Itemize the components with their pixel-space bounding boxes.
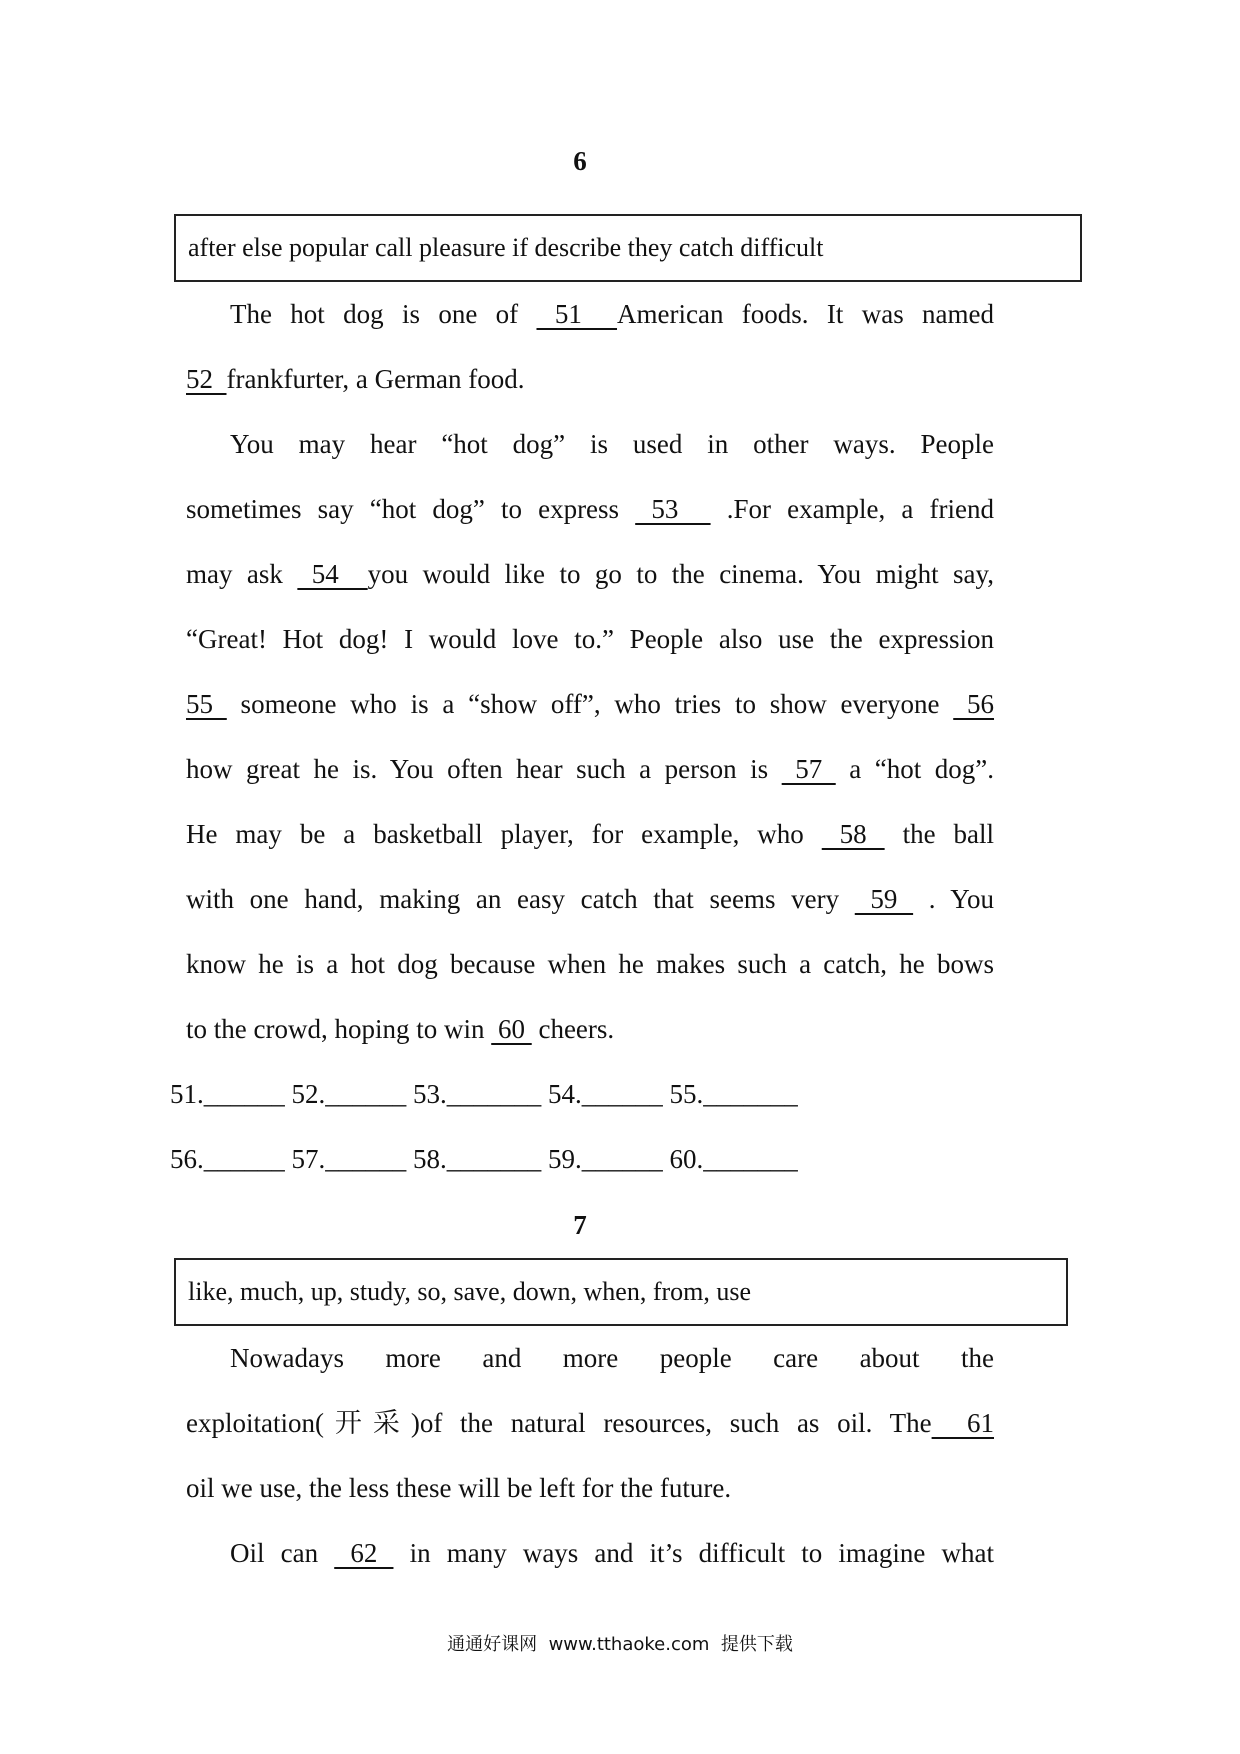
section-number: 6: [573, 146, 587, 176]
passage-line: You may hear “hot dog” is used in other ways. People: [230, 429, 994, 459]
passage-line: 52 frankfurter, a German food.: [186, 364, 525, 394]
word-bank-text: after else popular call pleasure if describe they catch difficult: [188, 233, 824, 262]
passage-line: 55 someone who is a “show off”, who tries to show everyone 56: [186, 689, 995, 719]
passage-line: with one hand, making an easy catch that seems very 59 . You: [186, 884, 994, 914]
blank-61: 61: [931, 1408, 994, 1438]
blank-52: 52: [186, 364, 227, 394]
blank-56: 56: [953, 689, 995, 719]
passage-line: oil we use, the less these will be left for the future.: [186, 1473, 732, 1503]
word-bank-box: [174, 214, 1082, 282]
blank-59: 59: [854, 884, 914, 914]
blank-57: 57: [781, 754, 836, 784]
blank-55: 55: [186, 689, 227, 719]
blank-60: 60: [491, 1014, 532, 1044]
blank-58: 58: [821, 819, 885, 849]
blank-51: 51: [536, 299, 618, 329]
word-bank-box: [174, 1258, 1068, 1326]
passage-line: He may be a basketball player, for example, who 58 the ball: [186, 819, 995, 849]
passage-line: may ask 54 you would like to go to the cinema. You might say,: [186, 559, 995, 589]
passage-line: Oil can 62 in many ways and it’s difficult to imagine what: [230, 1538, 994, 1568]
answer-row-2: 56.______ 57.______ 58._______ 59.______ 60._______: [170, 1144, 798, 1174]
passage-line: exploitation(开采)of the natural resources, such as oil. The 61: [186, 1408, 994, 1438]
passage-line: The hot dog is one of 51 American foods. It was named: [230, 299, 995, 329]
passage-line: sometimes say “hot dog” to express 53 .For example, a friend: [186, 494, 994, 524]
page-footer: 通通好课网 www.tthaoke.com 提供下载: [447, 1634, 793, 1655]
passage-line: Nowadays more and more people care about the: [230, 1343, 994, 1373]
section-number: 7: [573, 1210, 587, 1240]
word-bank-text: like, much, up, study, so, save, down, when, from, use: [188, 1277, 752, 1306]
answer-row-1: 51.______ 52.______ 53._______ 54.______ 55._______: [170, 1079, 798, 1109]
blank-62: 62: [334, 1538, 394, 1568]
passage-line: how great he is. You often hear such a person is 57 a “hot dog”.: [186, 754, 995, 784]
blank-53: 53: [635, 494, 711, 524]
passage-line: know he is a hot dog because when he makes such a catch, he bows: [186, 949, 994, 979]
passage-line: to the crowd, hoping to win 60 cheers.: [186, 1014, 615, 1044]
blank-54: 54: [297, 559, 368, 589]
passage-line: “Great! Hot dog! I would love to.” People also use the expression: [186, 624, 994, 654]
